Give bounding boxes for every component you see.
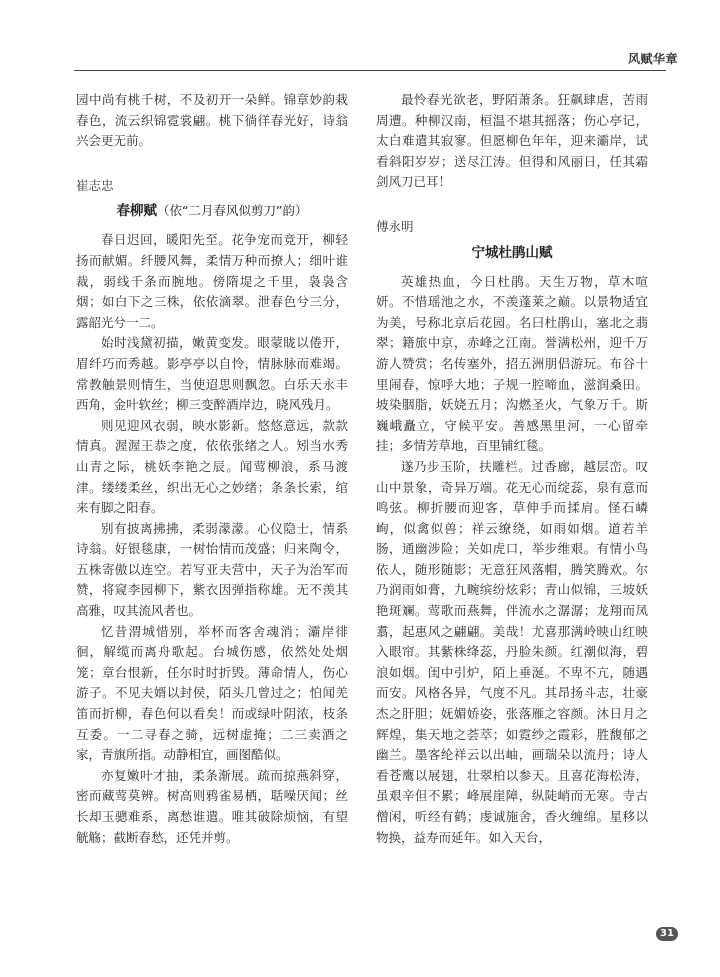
page-number-badge: 31	[656, 927, 678, 941]
paragraph: 始时浅黛初描，嫩黄变发。眼蒙眬以倦开，眉纤巧而秀越。影亭亭以自怜，情脉脉而难竭。常教触景则情生，当使迢思则飘忽。白乐天永丰西角，金叶软丝；柳三变醉酒岸边，晓风残月。	[76, 335, 348, 413]
intro-paragraph: 园中尚有桃千树，不及初开一朵鲜。锦章妙韵栽春色，流云织锦霓裳翩。桃下徜徉春光好，诗翁兴会更无前。	[76, 92, 348, 149]
paragraph: 春日迟回，暖阳先至。花争宠而竞开，柳轻扬而献媚。纤腰风舞，柔情万种而撩人；细叶谁裁，弱线千条而腕地。傍隋堤之千里，袅袅含烟；如白下之三株，依依滴翠。泄春色兮三分，露韶光兮一二。	[76, 232, 348, 330]
running-header: 风赋华章	[627, 52, 678, 66]
paragraph: 英雄热血，今日杜鹃。天生万物，草木喧妍。不惜瑶池之水，不羡蓬莱之巅。以景物适宜为美，号称北京后花园。名曰杜鹃山，塞北之翡翠；籍旅中京，赤峰之江南。誉满松州，迎千万游人赞赏；名传塞外，招五洲朋侣游玩。布谷十里闹春，惊呼大地；子规一腔啼血，滋润桑田。坡染胭脂，妖娆五月；沟燃圣火，气象万千。斯巍峨矗立，守候平安。善感黑里河，一心留牵挂；多情芳草地，百里铺红毯。	[376, 273, 648, 454]
paragraph: 别有披离拂拂，柔弱濛濛。心仪隐士，情系诗翁。好银毯康，一树怡情而茂盛；归来陶令，五株寄傲以连空。若写亚夫营中，天子为治军而赞，将窥李园柳下，紫衣因弹指称雄。无不羡其高雅，叹其流风者也。	[76, 520, 348, 619]
article-title-sub: （依“二月春风似剪刀”韵）	[157, 203, 308, 219]
paragraph: 则见迎风衣弱，映水影新。悠悠意远，款款情真。渥渥王恭之度，依依张绪之人。矧当水秀山青之际，桃妖李艳之辰。闻莺柳浪，系马渡津。缕缕柔丝，织出无心之妙绪；条条长索，绾来有脚之阳春。	[76, 417, 348, 516]
continued-paragraph: 最怜春光欲老，野陌萧条。狂飙肆虐，苦雨周遭。种柳汉南，桓温不堪其摇落；伤心亭记，太白难遣其寂寥。但愿柳色年年，迎来灞岸，试看斜阳岁岁；送尽江涛。但得和风丽日，任其霜剑风刀已耳！	[376, 92, 648, 190]
paragraph: 亦复嫩叶才抽，柔条渐展。疏而掠燕斜穿，密而藏莺莫辨。树高则鸦雀易栖，聒噪厌闻；丝长却玉骢难系，离愁谁遣。唯其破除烦恼，有望觥觞；截断春愁，还凭并剪。	[76, 767, 348, 845]
article-title: 宁城杜鹃山赋	[471, 244, 553, 261]
left-column	[76, 90, 348, 848]
right-column	[376, 90, 648, 848]
paragraph: 忆昔渭城惜别，举杯而客舍魂消；灞岸徘徊，解缆而离舟歌起。台城伤感，依然处处烟笼；章台恨新，任尔时时折毁。薄命情人，伤心游子。不见夫婿以封侯，陌头几曾过之；怕闻羌笛而折柳，春色何以看矣！而或绿叶阴浓，枝条互委。一二寻春之骑，远树虚掩；二三卖酒之家，青旗所指。动静相宜，画图酷似。	[76, 623, 348, 763]
article-title	[76, 200, 348, 222]
author-name: 崔志忠	[76, 177, 114, 193]
author-name: 傅永明	[376, 218, 414, 234]
paragraph: 遂乃步玉阶，扶雕栏。过香廊，越层峦。叹山中景象，奇异万端。花无心而绽蕊，泉有意而鸣弦。柳折腰而迎客，草伸手而揉肩。怪石嶙峋，似禽似兽；祥云缭绕，如雨如烟。道若羊肠，通幽涉险；关如虎口，举步维艰。有情小鸟依人，随形随影；无意狂风落帽，腾笑腾欢。尔乃润雨如膏，九畹缤纷炫彩；青山似锦，三坡妖艳斑斓。莺歌而燕舞，伴流水之潺潺；龙翔而凤翥，起惠风之翩翩。美哉！尤喜那满岭映山红映入眼帘。其紫株绛蕊，丹脸朱颜。红潮似海，碧浪如烟。闺中引炉，陌上垂涎。不卑不亢，随遇而安。风格各异，气度不凡。其昂扬斗志，壮豪杰之肝胆；妩媚娇姿，张落雁之容颜。沐日月之辉煌，集天地之荟萃；如霓纱之霞彩，胜馥郁之幽兰。墨客纶祥云以出岫，画瑞朵以流丹；诗人看苍鹰以展翅，壮翠柏以参天。且喜花海松涛，虽艰辛但不累；峰展崖障，纵陡峭而无寒。寺古僧闲，听经有鹤；虔诚施舍，香火缠绵。星移以物换，益寿而延年。如入天台，	[376, 458, 648, 845]
header-divider	[74, 70, 666, 71]
article-title-main: 春柳赋	[116, 203, 158, 220]
